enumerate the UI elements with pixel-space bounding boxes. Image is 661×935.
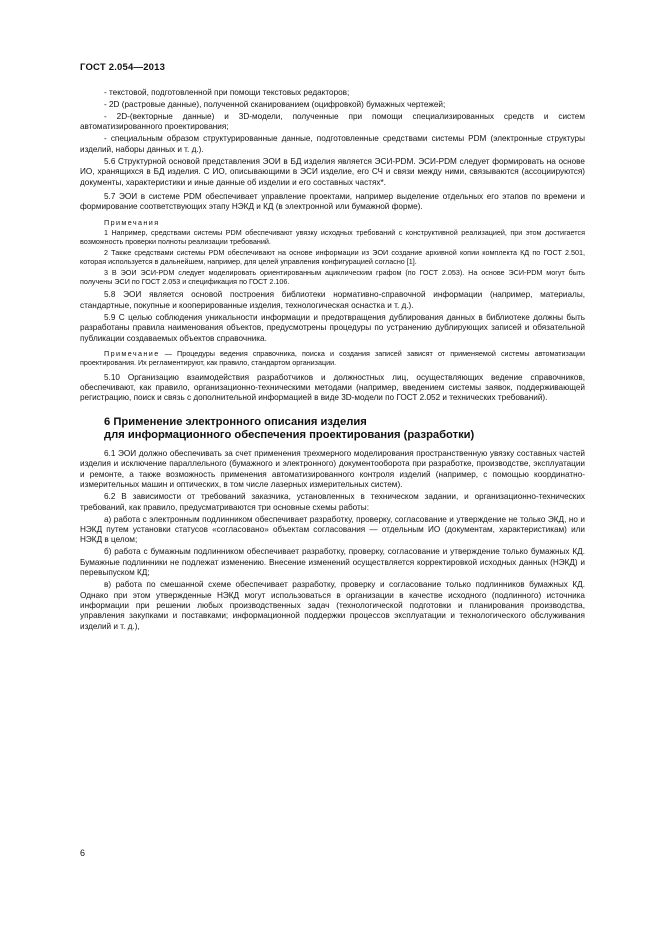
paragraph-5-9: 5.9 С целью соблюдения уникальности информации и предотвращения дублирования данных в библиотеке должны быть разработаны правила наименования объектов, предусмотрены процедуры по устранению дублирующих записей и обязательной публикации создаваемых объектов справочника. [80,312,585,343]
list-item-paper-original: б) работа с бумажным подлинником обеспечивает разработку, проверку, согласование и утверждение только бумажных КД. Бумажные подлинники не подлежат изменению. Внесение изменений осуществляется корректировкой исходных данных (НЭКД) и перевыпуском КД; [80,547,585,578]
paragraph-6-1: 6.1 ЭОИ должно обеспечивать за счет применения трехмерного моделирования пространственную увязку составных частей изделия и исключение параллельного (бумажного и электронного) документооборота при разработке, производстве, эксплуатации и ремонте, а также возможность применения автоматизированного контроля изделий (например, с помощью координатно-измерительных машин и оптических, в том числе лазерных измерительных систем). [80,448,585,490]
notes-heading: Примечания [104,217,160,227]
section-6-title-line-1: 6 Применение электронного описания изделия [104,415,367,428]
page-header-standard: ГОСТ 2.054—2013 [80,62,166,73]
list-item-pdm-data: - специальным образом структурированные данные, подготовленные средствами системы PDM (электронные структуры изделий, наборы данных и т. д.). [80,134,585,154]
list-item-electronic-original: а) работа с электронным подлинником обеспечивает разработку, проверку, согласование и утверждение не только ЭКД, но и НЭКД путем установки статусов «согласовано» объектам согласования — отдельным ИО (документам, характеристикам) или НЭКД в целом; [80,514,585,545]
list-item-2d-raster: - 2D (растровые данные), полученной сканированием (оцифровкой) бумажных чертежей; [104,100,446,109]
document-body [80,88,585,634]
note-single-text: — Процедуры ведения справочника, поиска и создания записей зависят от применяемой системы автоматизации проектирования. Их регламентируют, как правило, стандартом организации. [80,348,585,368]
page-number: 6 [80,848,86,858]
note-item-2: 2 Также средствами системы PDM обеспечивают на основе информации из ЭОИ создание архивной копии комплекта КД по ГОСТ 2.501, которая используется в дальнейшем, например, для целей управления конфигурацией согласно [1]. [80,247,585,267]
section-6-title [80,416,585,443]
note-item-3: 3 В ЭОИ ЭСИ-PDM следует моделировать ориентированным ациклическим графом (по ГОСТ 2.053). На основе ЭСИ-PDM могут быть получены ЭСИ по ГОСТ 2.053 и спецификация по ГОСТ 2.106. [80,267,585,286]
paragraph-6-2: 6.2 В зависимости от требований заказчика, установленных в техническом задании, и организационно-технических требований, как правило, предусматриваются три основные схемы работы: [80,492,585,512]
paragraph-5-10: 5.10 Организацию взаимодействия разработчиков и должностных лиц, осуществляющих ведение справочников, обеспечивают, как правило, организационно-техническими методами (например, введением системы заявок, поддерживающей регистрацию, поиск и связь с дополнительной информацией в виде 3D-модели по ГОСТ 2.052 и технических требований). [80,372,585,403]
note-single-label: Примечание [104,348,160,358]
note-item-1: 1 Например, средствами системы PDM обеспечивают увязку исходных требований с конструктивной реализацией, при этом достигается возможность проверки полноты реализации требований. [80,228,585,247]
list-item-2d-vector: - 2D-(векторные данные) и 3D-модели, полученные при помощи специализированных средств и систем автоматизированного проектирования; [80,112,585,132]
paragraph-5-6: 5.6 Структурной основой представления ЭОИ в БД изделия является ЭСИ-PDM. ЭСИ-PDM следует формировать на основе ИО, хранящихся в БД изделия. С ИО, описывающими в ЭСИ изделие, его СЧ и связи между ними, связываются (ассоциируются) документы, характеристики и иные данные об изделии и его составных частях*. [80,156,585,187]
list-item-mixed-scheme: в) работа по смешанной схеме обеспечивает разработку, проверку и согласование только подлинников бумажных КД. Однако при этом утвержденные НЭКД могут использоваться в организации в качестве исходного (подлинного) источника информации при решении любых производственных задач (технологической подготовки и планирования производства, управления закупками и поставками; информационной поддержки процессов эксплуатации и технологического обслуживания изделий и т. д.), [80,580,585,631]
list-item-text: - текстовой, подготовленной при помощи текстовых редакторов; [104,88,350,97]
section-6-title-line-2: для информационного обеспечения проектирования (разработки) [104,429,475,442]
note-single [80,349,585,368]
paragraph-5-7: 5.7 ЭОИ в системе PDM обеспечивает управление проектами, например выделение отдельных его этапов по времени и формирование соответствующих этапу НЭКД и КД (в электронной или бумажной форме). [80,192,585,212]
paragraph-5-8: 5.8 ЭОИ является основой построения библиотеки нормативно-справочной информации (например, материалы, стандартные, покупные и кооперированные изделия, технологическая оснастка и т. д.). [80,290,585,310]
